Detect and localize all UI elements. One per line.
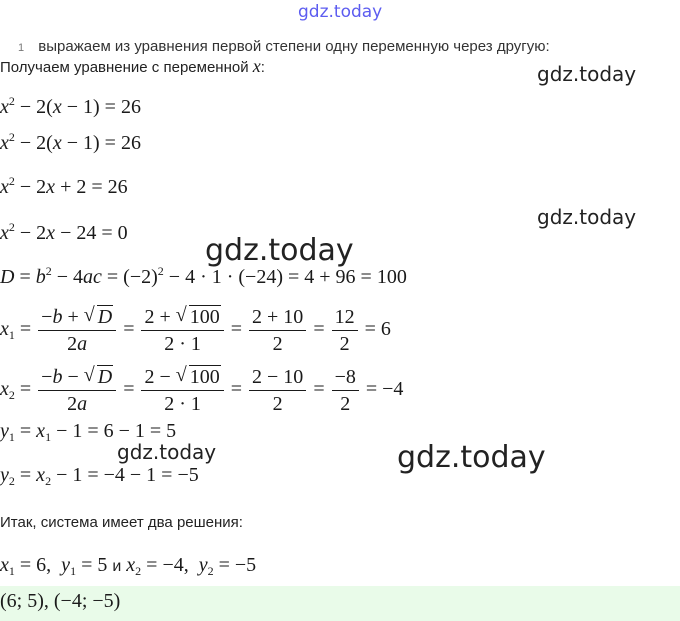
equation-1: $x^2 - 2(x - 1) = 26$ (0, 94, 141, 118)
equation-3: $x^2 - 2x + 2 = 26$ (0, 174, 128, 198)
equation-4: $x^2 - 2x - 24 = 0$ (0, 220, 128, 244)
watermark: gdz.today (205, 233, 354, 268)
value-y1: $y_1 = x_1 - 1 = 6 - 1 = 5$ (0, 420, 177, 444)
discriminant: $D = b^2 - 4ac = (-2)^2 - 4 \cdot 1 \cdot (-24) = 4 + 96 = 100$ (0, 264, 407, 288)
step-number: 1 (18, 42, 25, 54)
step-line (18, 36, 550, 55)
conclusion-text: Итак, система имеет два решения: (0, 514, 243, 531)
answer: (6; 5), (−4; −5) (0, 590, 121, 612)
intro-variable: x (252, 56, 261, 76)
intro-line (0, 56, 265, 77)
step-text: выражаем из уравнения первой степени одну переменную через другую: (38, 38, 550, 55)
watermark: gdz.today (397, 440, 546, 475)
root-x2: $x_2$ = $\frac{-b - √ D}{2a}$ = $\frac{2 - √ 100}{2 \cdot 1}$ = $\frac{2 - 10}{2}$ = $\frac{-8}{2}$ = −4 (0, 366, 403, 415)
watermark: gdz.today (537, 62, 637, 86)
equation-2: $x^2 - 2(x - 1) = 26$ (0, 130, 141, 154)
root-x1: $x_1$ = $\frac{-b + √ D}{2a}$ = $\frac{2 + √ 100}{2 \cdot 1}$ = $\frac{2 + 10}{2}$ = $\frac{12}{2}$ = 6 (0, 306, 391, 355)
solutions-line: $x_1 = 6$, $y_1 = 5$ и $x_2 = -4$, $y_2 = -5$ (0, 554, 257, 578)
header-watermark: gdz.today (298, 2, 383, 22)
value-y2: $y_2 = x_2 - 1 = -4 - 1 = -5$ (0, 464, 199, 488)
and-word: и (112, 558, 122, 575)
intro-colon: : (260, 59, 265, 76)
watermark: gdz.today (537, 205, 637, 229)
intro-text: Получаем уравнение с переменной (0, 59, 249, 76)
watermark: gdz.today (117, 440, 217, 464)
